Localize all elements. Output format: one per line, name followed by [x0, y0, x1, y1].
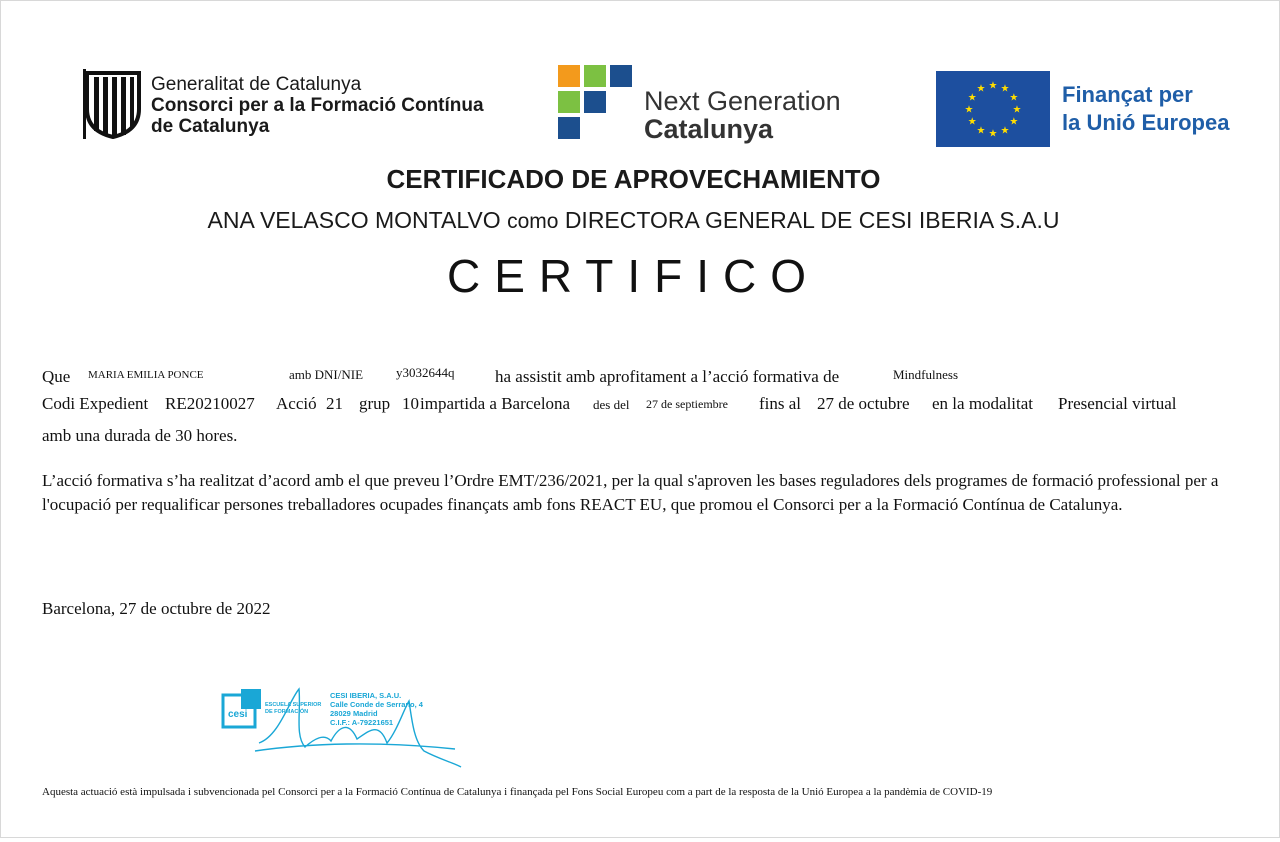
document-title: CERTIFICADO DE APROVECHAMIENTO: [386, 164, 881, 194]
modalitat-value: Presencial virtual: [1058, 394, 1177, 413]
next-generation-title: Next Generation: [644, 86, 841, 116]
place-date: Barcelona, 27 de octubre de 2022: [42, 599, 271, 618]
grup-value: 10: [402, 394, 419, 413]
modalitat-label: en la modalitat: [932, 394, 1034, 413]
eu-star-icon: ★: [976, 83, 986, 95]
stamp-address2: 28029 Madrid: [330, 709, 378, 718]
accio-label: Acció: [276, 394, 317, 413]
consorci-region: de Catalunya: [151, 116, 270, 137]
course-name: Mindfulness: [893, 367, 958, 382]
eu-funding-line1: Finançat per: [1062, 82, 1193, 107]
signatory-como: como: [507, 210, 559, 233]
eu-funding-line2: la Unió Europea: [1062, 110, 1230, 135]
eu-flag-icon: [936, 71, 1050, 147]
cesi-school-line1: ESCUELA SUPERIOR: [265, 702, 322, 708]
catalonia-coat-of-arms-icon: [83, 69, 143, 139]
duration-text: amb una durada de 30 hores.: [42, 426, 238, 445]
grup-label: grup: [359, 394, 391, 413]
impartida-text: impartida a Barcelona: [420, 394, 571, 413]
eu-star-icon: ★: [1000, 125, 1010, 137]
dni-label: amb DNI/NIE: [289, 367, 364, 382]
eu-star-icon: ★: [1009, 116, 1019, 128]
que-label: Que: [42, 367, 71, 386]
eu-star-icon: ★: [967, 92, 977, 104]
signatory-line: [1, 207, 1266, 234]
next-generation-region: Catalunya: [644, 114, 774, 144]
signatory-name: ANA VELASCO MONTALVO: [207, 207, 501, 233]
stamp-cif: C.I.F.: A-79221651: [330, 718, 394, 727]
eu-star-icon: ★: [988, 128, 998, 140]
stamp-address1: Calle Conde de Serrano, 4: [330, 700, 423, 709]
fins-label: fins al: [759, 394, 802, 413]
stamp-company: CESI IBERIA, S.A.U.: [330, 691, 402, 700]
eu-star-icon: ★: [967, 116, 977, 128]
consorci-name: Consorci per a la Formació Contínua: [151, 95, 484, 116]
signatory-role: DIRECTORA GENERAL DE CESI IBERIA S.A.U: [564, 207, 1060, 233]
accio-value: 21: [326, 394, 343, 413]
expedient-label: Codi Expedient: [42, 394, 149, 413]
eu-star-icon: ★: [964, 104, 974, 116]
start-date: 27 de septiembre: [646, 397, 728, 411]
certifico-heading: CERTIFICO: [446, 250, 821, 302]
eu-star-icon: ★: [1012, 104, 1022, 116]
cesi-school-line2: DE FORMACIÓN: [265, 709, 309, 715]
expedient-value: RE20210027: [165, 394, 255, 413]
eu-star-icon: ★: [988, 80, 998, 92]
footer-note: Aquesta actuació està impulsada i subvencionada pel Consorci per a la Formació Contínua de Catalunya i finançada pel Fons Social Europeu com a part de la resposta de la Unió Europea a la pandèmia de COVID-19: [42, 786, 993, 798]
des-del-label: des del: [593, 397, 630, 412]
dni-value: y3032644q: [396, 365, 455, 380]
next-generation-squares-icon: [556, 63, 636, 143]
eu-star-icon: ★: [976, 125, 986, 137]
company-stamp: [219, 681, 479, 771]
eu-star-icon: ★: [1009, 92, 1019, 104]
generalitat-logo: [83, 69, 523, 141]
legal-paragraph: L’acció formativa s’ha realitzat d’acord amb el que preveu l’Ordre EMT/236/2021, per la qual s'aproven les bases reguladores dels programes de formació professional per a l'ocupació per requalificar persones treballadores ocupades finançats amb fons REACT EU, que promou el Consorci per a la Formació Contínua de Catalunya.: [42, 471, 1219, 514]
cesi-logo-text: cesi: [228, 709, 248, 720]
participant-name: MARIA EMILIA PONCE: [88, 369, 204, 381]
assistit-text: ha assistit amb aprofitament a l’acció formativa de: [495, 367, 840, 386]
generalitat-name: Generalitat de Catalunya: [151, 74, 362, 95]
next-generation-logo: [556, 63, 861, 143]
eu-star-icon: ★: [1000, 83, 1010, 95]
end-date: 27 de octubre: [817, 394, 910, 413]
